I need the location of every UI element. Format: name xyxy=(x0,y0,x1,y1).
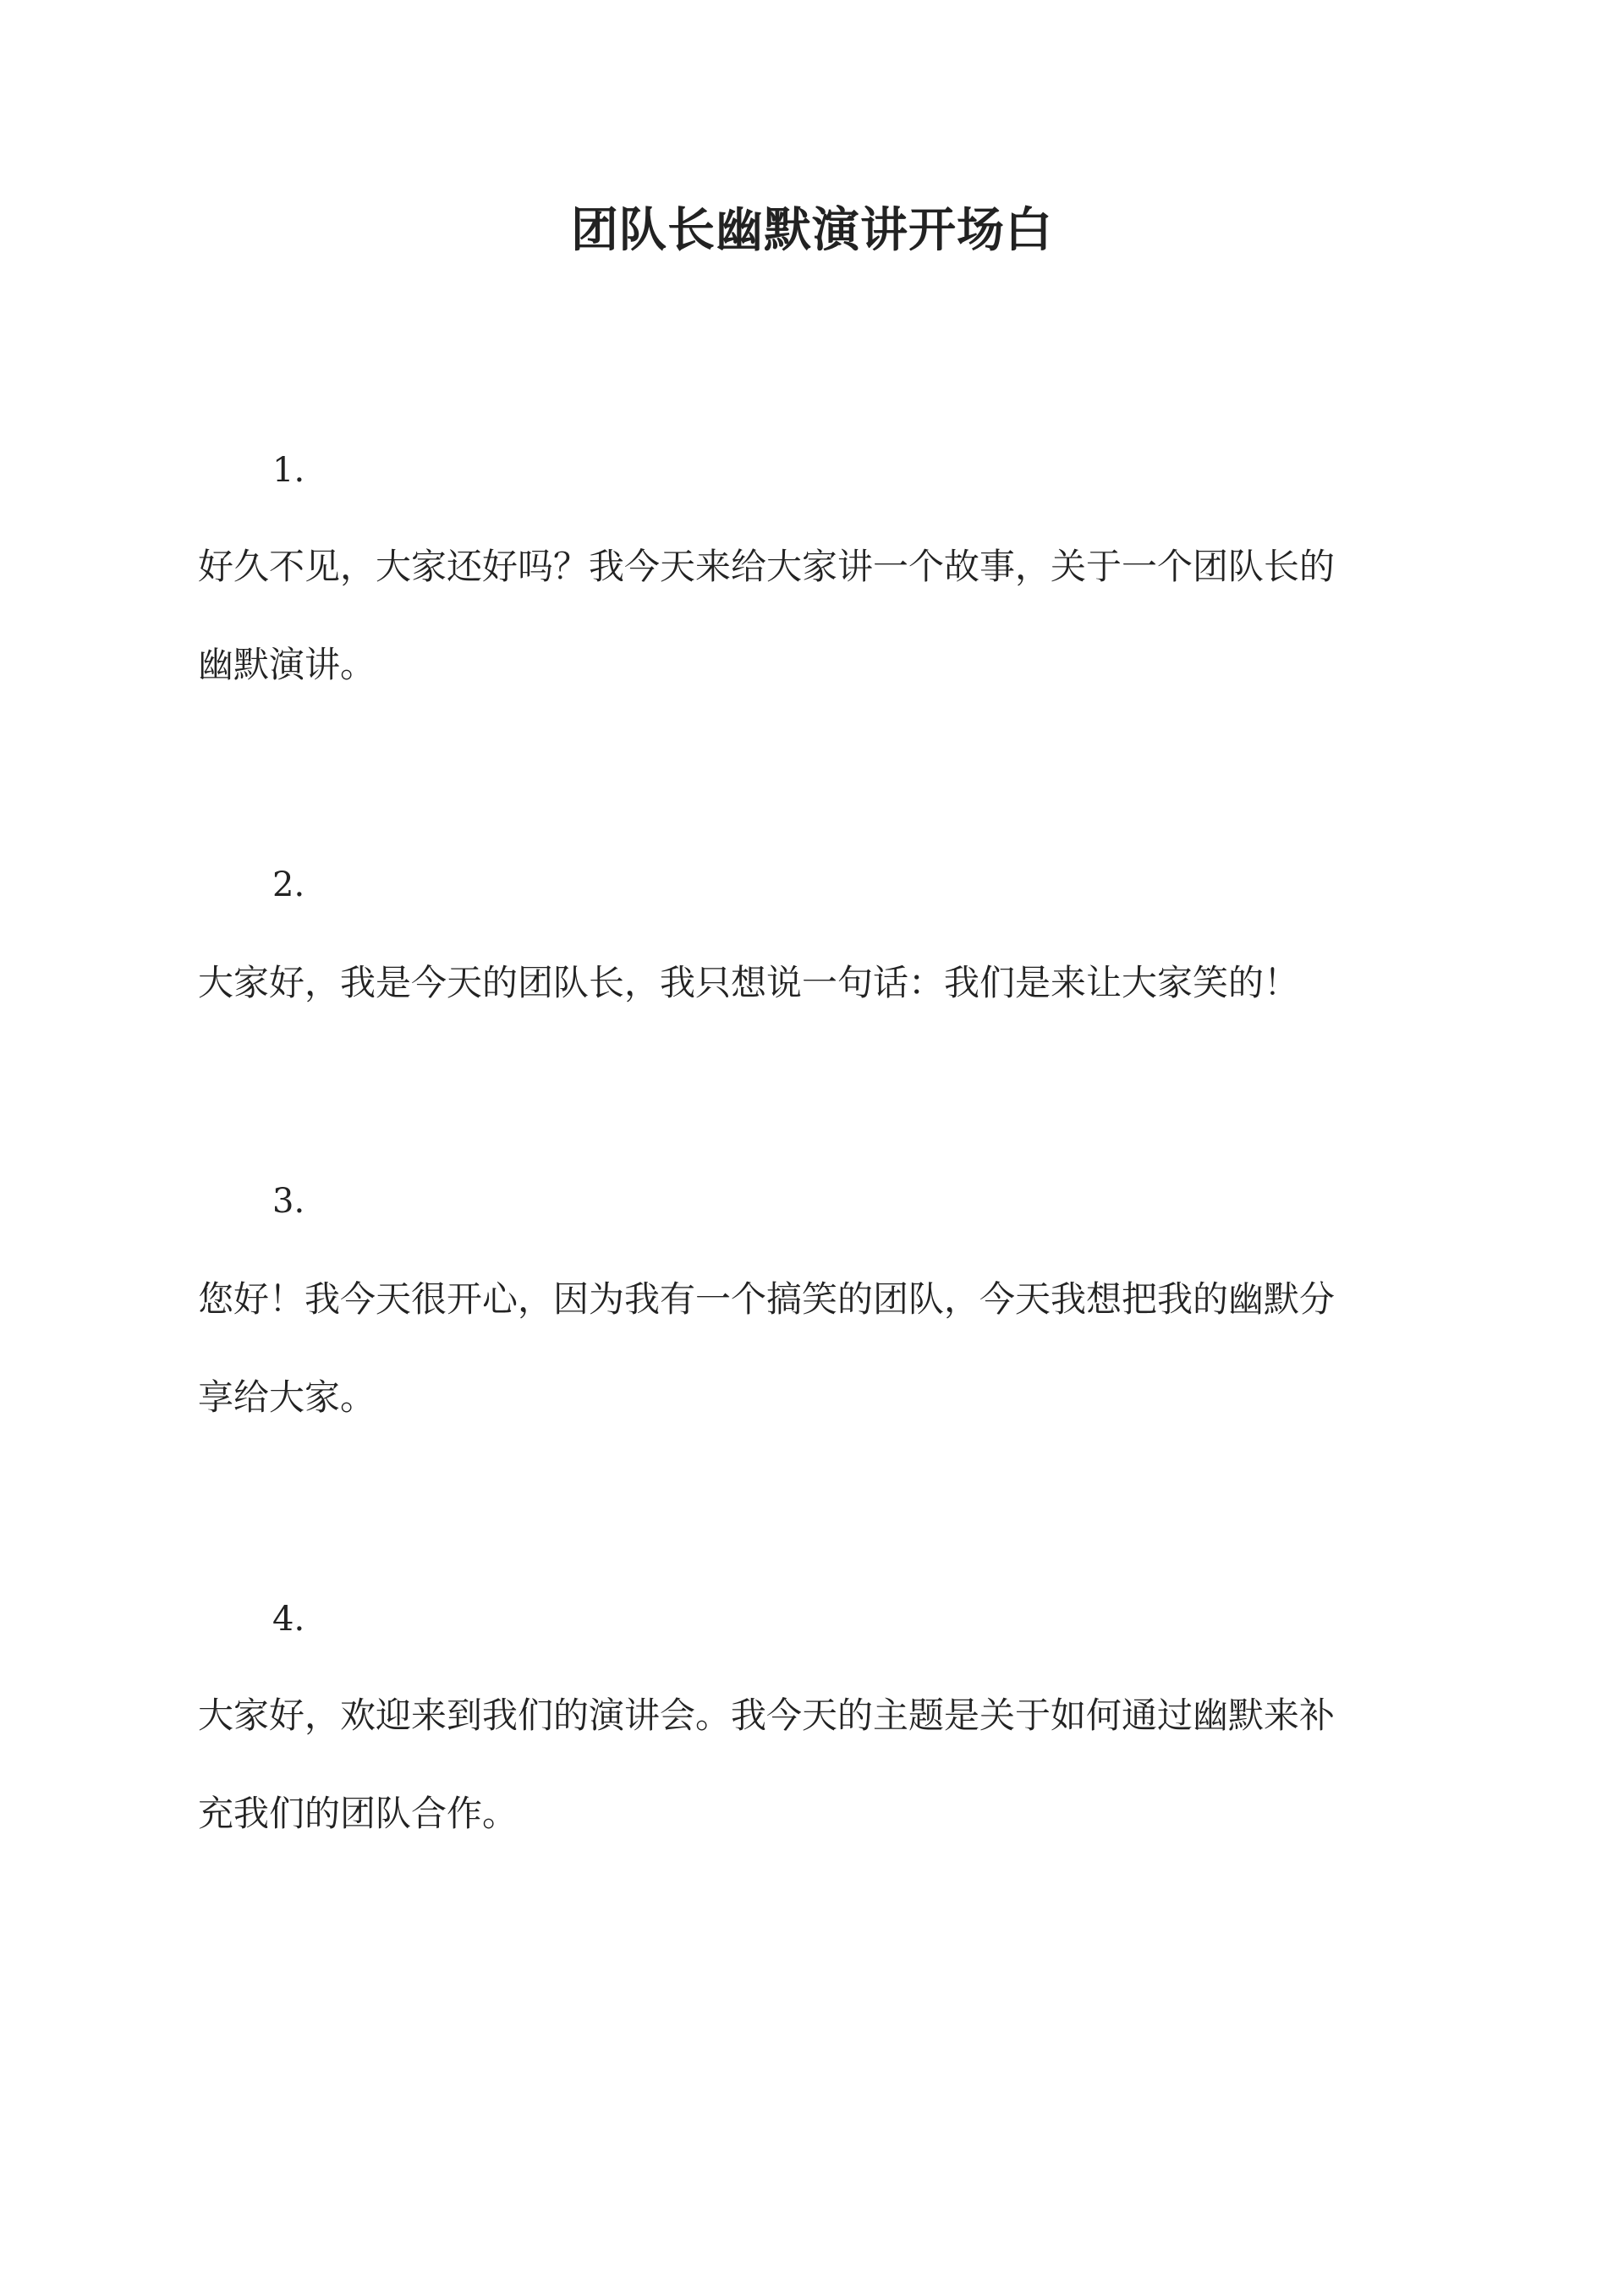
item-number: 1. xyxy=(272,451,305,490)
item-number: 4. xyxy=(272,1600,305,1639)
item-text: 您好！我今天很开心，因为我有一个搞笑的团队，今天我想把我的幽默分 享给大家。 xyxy=(198,1278,1336,1418)
item-number: 2. xyxy=(272,865,305,904)
item-text: 好久不见，大家还好吗？我今天来给大家讲一个故事，关于一个团队长的 幽默演讲。 xyxy=(198,546,1336,685)
document-title: 团队长幽默演讲开场白 xyxy=(571,202,1053,258)
item-text: 大家好，欢迎来到我们的演讲会。我今天的主题是关于如何通过幽默来补 充我们的团队合作。 xyxy=(198,1695,1336,1834)
item-number: 3. xyxy=(272,1182,305,1221)
item-text: 大家好，我是今天的团队长，我只想说一句话：我们是来让大家笑的！ xyxy=(198,962,1300,1003)
